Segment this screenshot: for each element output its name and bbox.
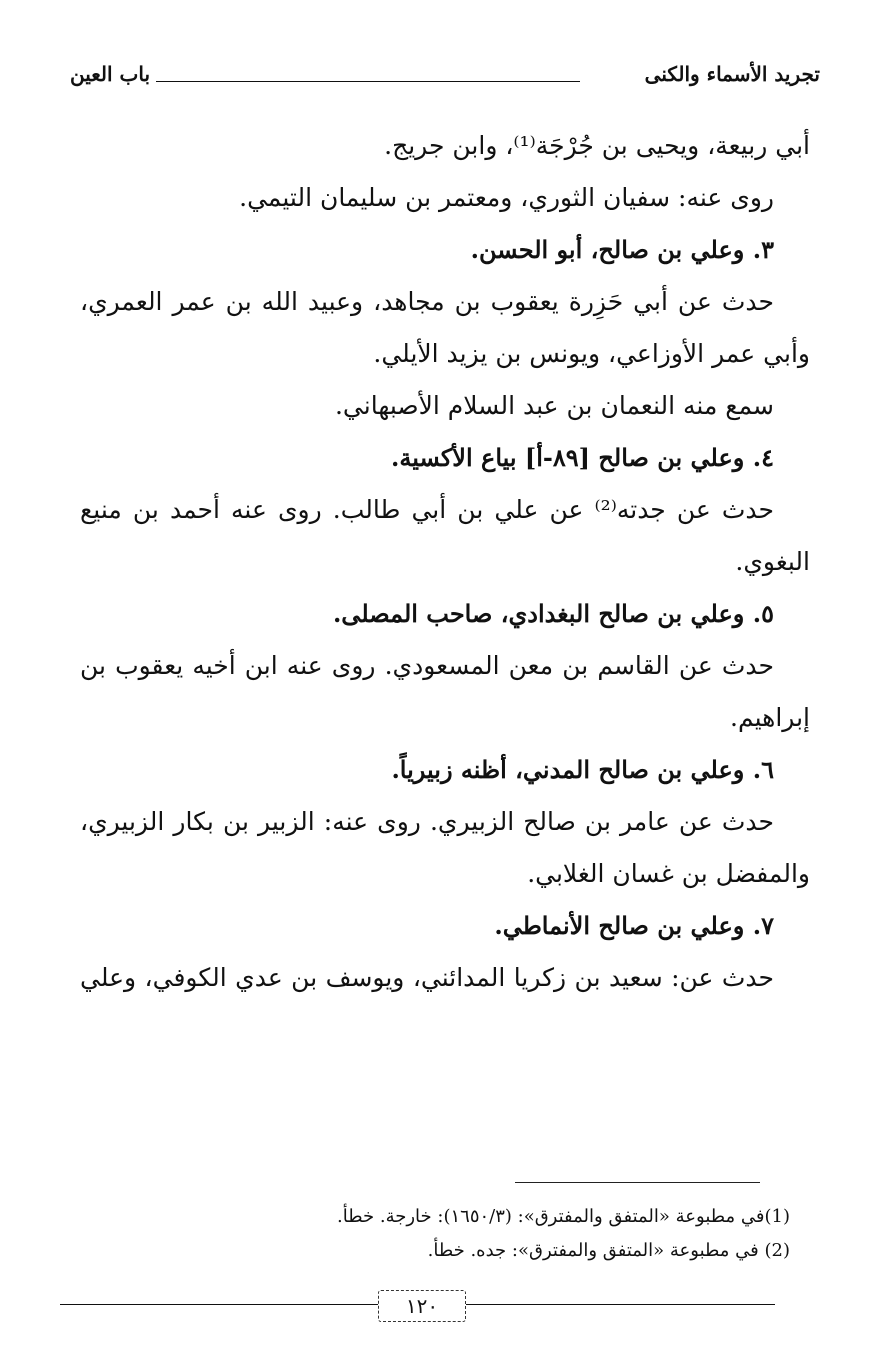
entry-heading: ٥. وعلي بن صالح البغدادي، صاحب المصلى. xyxy=(332,599,774,628)
page-footer xyxy=(60,1290,775,1330)
footnote: (1)في مطبوعة «المتفق والمفترق»: (١٦٥٠/٣): خارجة. خطأ. xyxy=(337,1206,790,1227)
footnote-separator xyxy=(515,1182,760,1183)
entry-heading: ٤. وعلي بن صالح [٨٩-أ] بياع الأكسية. xyxy=(390,443,774,472)
text-line: حدث عن عامر بن صالح الزبيري. روى عنه: الزبير بن بكار الزبيري، xyxy=(80,807,774,836)
page-number: ١٢٠ xyxy=(378,1290,466,1322)
text-line: سمع منه النعمان بن عبد السلام الأصبهاني. xyxy=(334,391,774,420)
chapter-title: باب العين xyxy=(70,62,156,86)
entry-heading: ٦. وعلي بن صالح المدني، أظنه زبيرياً. xyxy=(391,755,774,784)
text-line: إبراهيم. xyxy=(730,703,810,732)
entry-heading: ٣. وعلي بن صالح، أبو الحسن. xyxy=(470,235,774,264)
text-line: حدث عن: سعيد بن زكريا المدائني، ويوسف بن عدي الكوفي، وعلي xyxy=(80,963,774,992)
text-line: حدث عن جدته⁽²⁾ عن علي بن أبي طالب. روى عنه أحمد بن منيع xyxy=(80,495,774,524)
text-line: روى عنه: سفيان الثوري، ومعتمر بن سليمان التيمي. xyxy=(239,183,774,212)
header-rule xyxy=(140,81,580,82)
main-text xyxy=(80,120,810,1004)
running-header xyxy=(70,62,820,96)
entry-heading: ٧. وعلي بن صالح الأنماطي. xyxy=(494,911,774,940)
footnotes xyxy=(100,1200,790,1268)
text-line: حدث عن أبي حَزِرة يعقوب بن مجاهد، وعبيد الله بن عمر العمري، xyxy=(80,287,774,316)
text-line: البغوي. xyxy=(735,547,810,576)
text-line: وأبي عمر الأوزاعي، ويونس بن يزيد الأيلي. xyxy=(373,339,810,368)
footnote: (2) في مطبوعة «المتفق والمفترق»: جده. خطأ. xyxy=(427,1240,790,1261)
text-line: أبي ربيعة، ويحيى بن جُرْجَة⁽¹⁾، وابن جريج. xyxy=(384,131,810,160)
book-title: تجريد الأسماء والكنى xyxy=(639,62,820,86)
text-line: والمفضل بن غسان الغلابي. xyxy=(527,859,810,888)
text-line: حدث عن القاسم بن معن المسعودي. روى عنه ابن أخيه يعقوب بن xyxy=(80,651,774,680)
